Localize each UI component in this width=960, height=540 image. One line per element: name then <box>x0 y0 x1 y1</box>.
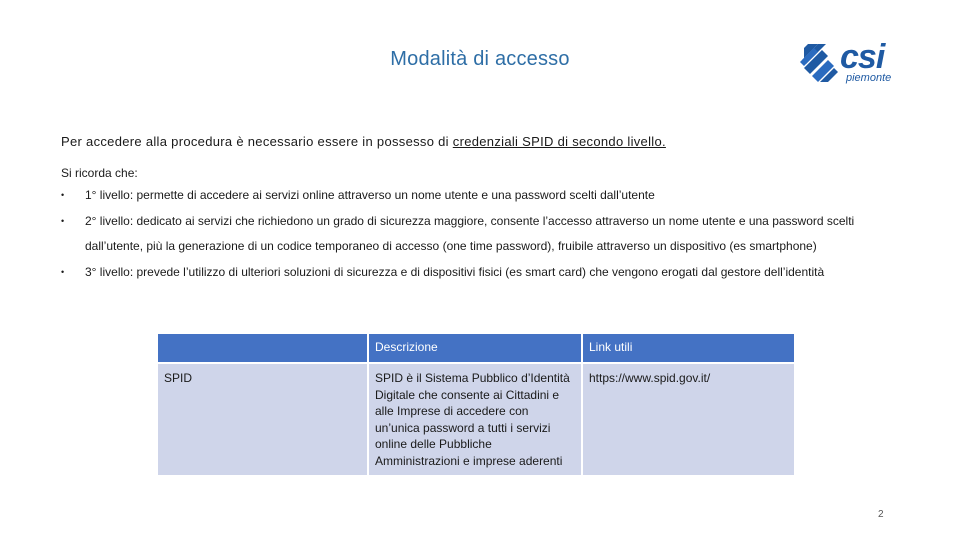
csi-piemonte-logo <box>794 38 904 88</box>
header-cell-empty <box>158 334 367 362</box>
intro-paragraph <box>61 134 666 149</box>
levels-list <box>61 183 901 285</box>
cell-spid-name: SPID <box>158 364 367 475</box>
header-cell-descrizione: Descrizione <box>369 334 581 362</box>
page-number: 2 <box>878 509 884 520</box>
level-3-text: 3° livello: prevede l’utilizzo di ulteriori soluzioni di sicurezza e di dispositivi fisici (es smart card) che vengono erogati dal gestore dell’identità <box>85 264 825 279</box>
bullet-icon: • <box>61 190 65 200</box>
logo-swirl-icon <box>794 38 844 88</box>
header-cell-link-utili: Link utili <box>583 334 794 362</box>
intro-text: Per accedere alla procedura è necessario essere in possesso di <box>61 134 453 149</box>
table-header-row <box>158 334 794 362</box>
level-2-text: 2° livello: dedicato ai servizi che richiedono un grado di sicurezza maggiore, consente l’accesso attraverso un nome utente e una password scelti dall’utente, più la generazione di un codice temporaneo di accesso (one time password), fruibile attraverso un dispositivo (es smartphone) <box>85 213 855 253</box>
logo-wordmark: csi <box>840 38 885 76</box>
spid-info-table <box>156 332 796 477</box>
cell-spid-link[interactable]: https://www.spid.gov.it/ <box>583 364 794 475</box>
list-item <box>61 260 901 286</box>
intro-underlined-text: credenziali SPID di secondo livello. <box>452 134 666 149</box>
list-item <box>61 183 901 209</box>
level-1-text: 1° livello: permette di accedere ai servizi online attraverso un nome utente e una password scelti dall’utente <box>85 188 655 202</box>
bullet-icon: • <box>61 266 65 277</box>
reminder-heading: Si ricorda che: <box>61 166 138 180</box>
slide-title: Modalità di accesso <box>390 48 570 70</box>
bullet-icon: • <box>61 215 65 226</box>
table-row <box>158 364 794 475</box>
cell-spid-description: SPID è il Sistema Pubblico d’Identità Digitale che consente ai Cittadini e alle Imprese di accedere con un’unica password a tutti i servizi online delle Pubbliche Amministrazioni e imprese aderenti <box>369 364 581 475</box>
list-item <box>61 209 901 260</box>
logo-subtitle: piemonte <box>846 72 892 84</box>
